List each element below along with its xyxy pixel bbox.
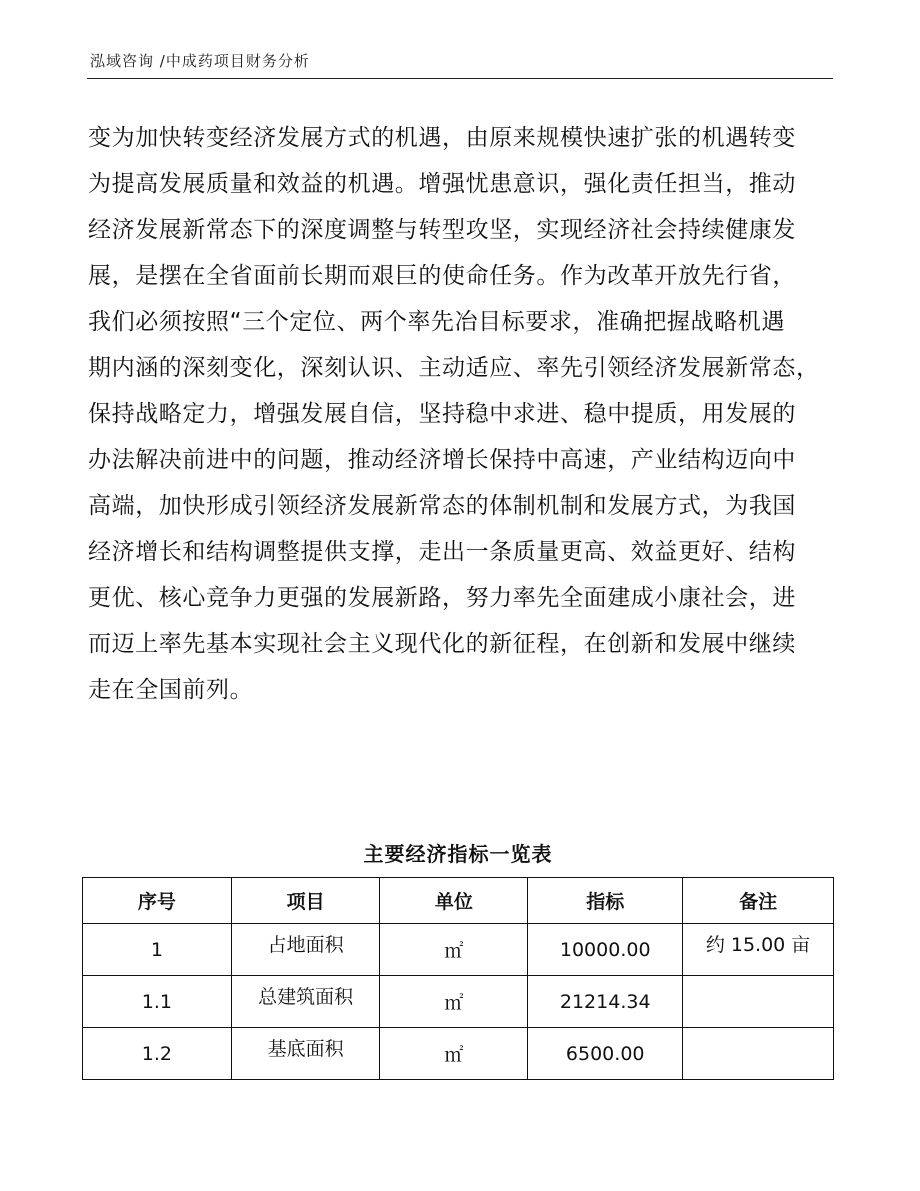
paragraph-line: 而迈上率先基本实现社会主义现代化的新征程，在创新和发展中继续 <box>88 631 796 657</box>
column-header-unit: 单位 <box>380 878 528 924</box>
cell-index: 1.1 <box>83 976 232 1028</box>
table-title: 主要经济指标一览表 <box>363 842 553 866</box>
table-row <box>83 1028 834 1080</box>
cell-index: 1.2 <box>83 1028 232 1080</box>
paragraph-line: 办法解决前进中的问题，推动经济增长保持中高速，产业结构迈向中 <box>88 447 796 473</box>
indicators-table <box>82 877 834 1080</box>
cell-value: 21214.34 <box>528 976 683 1028</box>
table-header-row <box>83 878 834 924</box>
paragraph-line: 变为加快转变经济发展方式的机遇，由原来规模快速扩张的机遇转变 <box>88 125 796 151</box>
paragraph-line: 我们必须按照“三个定位、两个率先冶目标要求，准确把握战略机遇 <box>88 309 785 335</box>
cell-index: 1 <box>83 924 232 976</box>
paragraph-line: 保持战略定力，增强发展自信，坚持稳中求进、稳中提质，用发展的 <box>88 401 796 427</box>
cell-item: 占地面积 <box>231 924 380 976</box>
cell-note: 约 15.00 亩 <box>683 924 834 976</box>
cell-item: 基底面积 <box>231 1028 380 1080</box>
cell-unit: ㎡ <box>380 1028 528 1080</box>
cell-note <box>683 1028 834 1080</box>
column-header-value: 指标 <box>528 878 683 924</box>
paragraph-line: 高端，加快形成引领经济发展新常态的体制机制和发展方式，为我国 <box>88 493 796 519</box>
cell-unit: ㎡ <box>380 924 528 976</box>
table-row <box>83 924 834 976</box>
cell-value: 10000.00 <box>528 924 683 976</box>
paragraph-line: 更优、核心竞争力更强的发展新路，努力率先全面建成小康社会，进 <box>88 585 796 611</box>
running-header: 泓域咨询 /中成药项目财务分析 <box>90 52 310 70</box>
paragraph-line: 经济发展新常态下的深度调整与转型攻坚，实现经济社会持续健康发 <box>88 217 796 243</box>
paragraph-line: 为提高发展质量和效益的机遇。增强忧患意识，强化责任担当，推动 <box>88 171 796 197</box>
paragraph-line: 期内涵的深刻变化，深刻认识、主动适应、率先引领经济发展新常态， <box>88 355 820 381</box>
cell-note <box>683 976 834 1028</box>
cell-item: 总建筑面积 <box>231 976 380 1028</box>
paragraph-line: 展，是摆在全省面前长期而艰巨的使命任务。作为改革开放先行省， <box>88 263 796 289</box>
header-divider <box>87 78 833 79</box>
column-header-index: 序号 <box>83 878 232 924</box>
cell-value: 6500.00 <box>528 1028 683 1080</box>
cell-unit: ㎡ <box>380 976 528 1028</box>
column-header-item: 项目 <box>231 878 380 924</box>
column-header-note: 备注 <box>683 878 834 924</box>
paragraph-line: 走在全国前列。 <box>88 677 254 703</box>
paragraph-line: 经济增长和结构调整提供支撑，走出一条质量更高、效益更好、结构 <box>88 539 796 565</box>
body-paragraph <box>88 115 833 713</box>
table-row <box>83 976 834 1028</box>
